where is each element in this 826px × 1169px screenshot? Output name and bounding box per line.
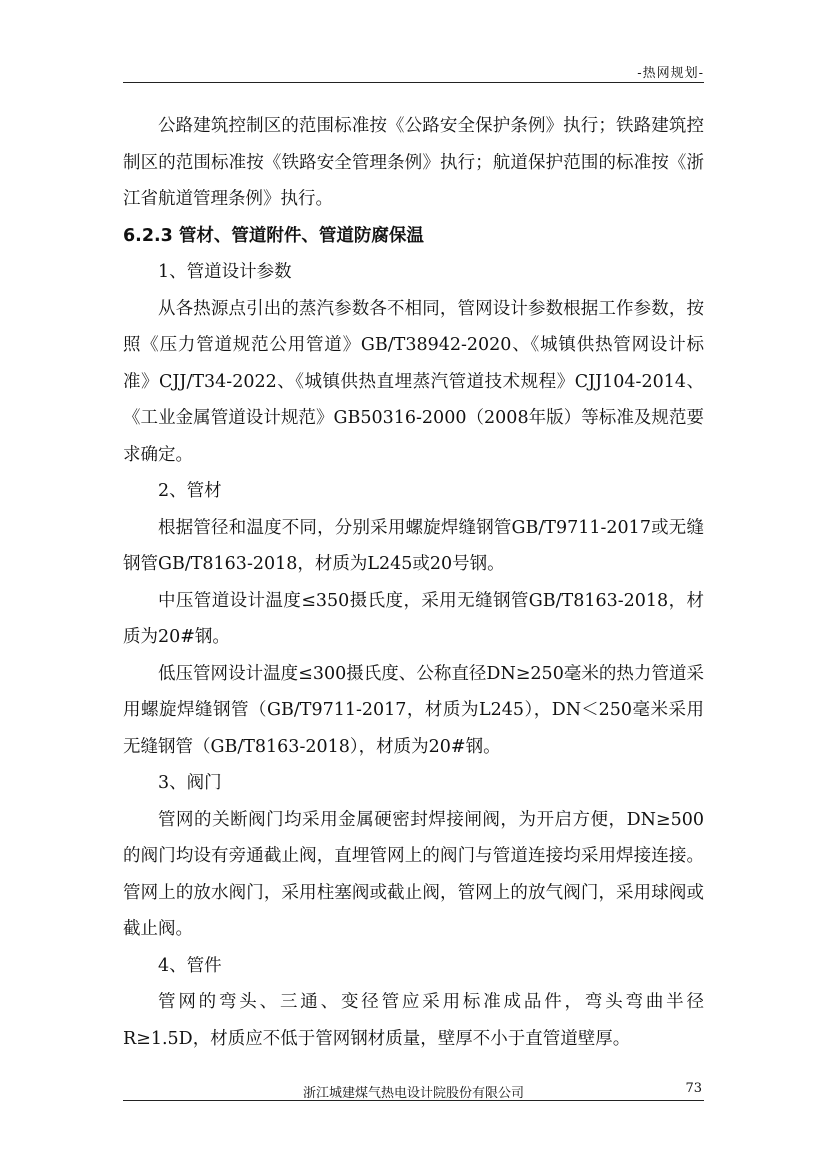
header-rule [123, 82, 704, 83]
subheading-fittings: 4、管件 [158, 955, 222, 976]
document-body [123, 108, 704, 1057]
page-number: 73 [685, 1081, 702, 1096]
paragraph-valves: 管网的关断阀门均采用金属硬密封焊接闸阀，为开启方便，DN≥500的阀门均设有旁通截止阀，直埋管网上的阀门与管道连接均采用焊接连接。管网上的放水阀门，采用柱塞阀或截止阀，管网上的放气阀门，采用球阀或截止阀。 [123, 809, 704, 939]
footer-rule [123, 1100, 704, 1101]
subheading-design-params: 1、管道设计参数 [158, 262, 292, 282]
paragraph-low-pressure: 低压管网设计温度≤300摄氏度、公称直径DN≥250毫米的热力管道采用螺旋焊缝钢管（GB/T9711-2017，材质为L245），DN＜250毫米采用无缝钢管（GB/T8163-2018），材质为20#钢。 [123, 663, 704, 757]
subheading-valves: 3、阀门 [158, 773, 222, 793]
paragraph-control-zone: 公路建筑控制区的范围标准按《公路安全保护条例》执行；铁路建筑控制区的范围标准按《铁路安全管理条例》执行；航道保护范围的标准按《浙江省航道管理条例》执行。 [123, 116, 704, 209]
paragraph-pipe-material: 根据管径和温度不同，分别采用螺旋焊缝钢管GB/T9711-2017或无缝钢管GB/T8163-2018，材质为L245或20号钢。 [123, 517, 704, 574]
paragraph-medium-pressure: 中压管道设计温度≤350摄氏度，采用无缝钢管GB/T8163-2018，材质为20#钢。 [123, 590, 704, 647]
paragraph-fittings: 管网的弯头、三通、变径管应采用标准成品件，弯头弯曲半径R≥1.5D，材质应不低于管网钢材质量，壁厚不小于直管道壁厚。 [123, 992, 704, 1049]
section-heading: 6.2.3 管材、管道附件、管道防腐保温 [123, 225, 424, 246]
footer-company: 浙江城建煤气热电设计院股份有限公司 [302, 1086, 524, 1101]
subheading-pipe-material: 2、管材 [158, 481, 222, 501]
page-header-title: -热网规划- [637, 66, 704, 81]
paragraph-design-params: 从各热源点引出的蒸汽参数各不相同，管网设计参数根据工作参数，按照《压力管道规范公用管道》GB/T38942-2020、《城镇供热管网设计标准》CJJ/T34-2022、《城镇供热直埋蒸汽管道技术规程》CJJ104-2014、《工业金属管道设计规范》GB50316-2000（2008年版）等标准及规范要求确定。 [123, 298, 704, 465]
